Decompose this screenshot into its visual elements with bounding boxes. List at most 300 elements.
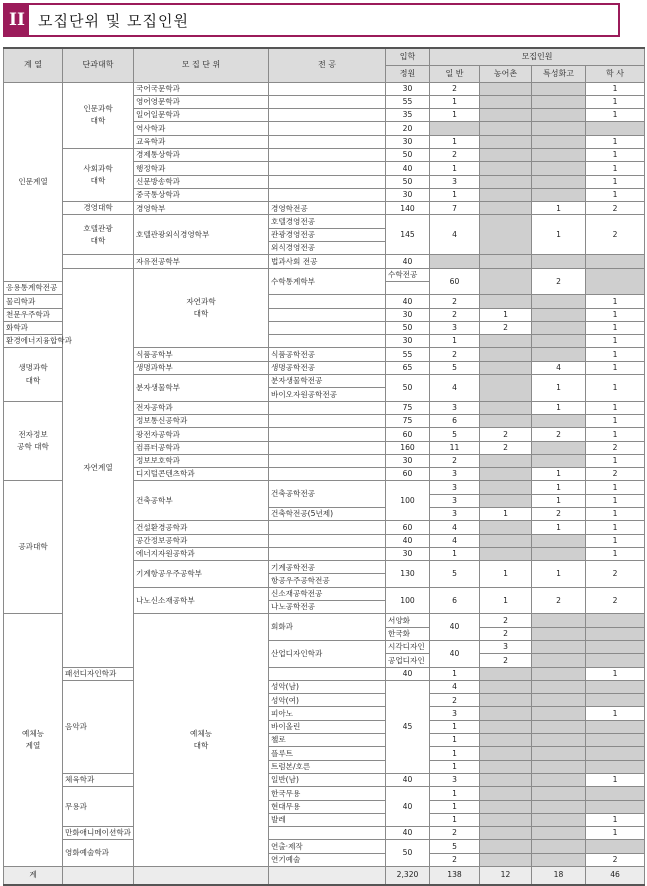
table-row — [4, 268, 645, 281]
special-cell: 1 — [532, 375, 586, 402]
major-cell — [269, 82, 386, 95]
quota-cell: 30 — [386, 188, 430, 201]
general-cell: 2 — [430, 308, 480, 321]
quota-cell: 60 — [386, 468, 430, 481]
college-cell: 전자정보 공학 대학 — [4, 401, 63, 481]
special-cell — [532, 840, 586, 853]
general-cell: 3 — [430, 468, 480, 481]
major-cell: 응용통계학전공 — [4, 281, 63, 294]
section-numeral: II — [5, 5, 29, 35]
special-cell — [532, 162, 586, 175]
rural-cell: 1 — [480, 508, 532, 521]
major-cell: 생명공학전공 — [269, 361, 386, 374]
header-group: 계 열 — [4, 48, 63, 82]
special-cell — [532, 853, 586, 866]
bachelor-cell: 2 — [586, 468, 645, 481]
quota-cell: 30 — [386, 135, 430, 148]
rural-cell — [480, 202, 532, 215]
rural-cell — [480, 122, 532, 135]
special-cell — [532, 175, 586, 188]
bachelor-cell — [586, 255, 645, 268]
rural-cell — [480, 747, 532, 760]
major-cell: 트럼본/호른 — [269, 760, 386, 773]
rural-cell — [480, 760, 532, 773]
bachelor-cell: 1 — [586, 454, 645, 467]
major-cell — [269, 521, 386, 534]
rural-cell — [480, 494, 532, 507]
total-general: 138 — [430, 867, 480, 885]
general-cell: 2 — [430, 295, 480, 308]
quota-cell: 40 — [386, 255, 430, 268]
unit-cell: 국어국문학과 — [134, 82, 269, 95]
rural-cell: 2 — [532, 268, 586, 295]
rural-cell — [480, 521, 532, 534]
quota-cell: 40 — [386, 827, 430, 840]
major-cell — [269, 188, 386, 201]
special-cell — [532, 441, 586, 454]
quota-cell: 50 — [386, 321, 430, 334]
unit-cell: 행정학과 — [134, 162, 269, 175]
table-body — [4, 82, 645, 867]
general-cell: 7 — [430, 202, 480, 215]
quota-cell: 100 — [386, 481, 430, 521]
major-cell — [269, 135, 386, 148]
unit-cell: 호텔관광외식경영학부 — [134, 215, 269, 255]
major-cell: 경영학전공 — [269, 202, 386, 215]
rural-cell — [480, 361, 532, 374]
bachelor-cell — [586, 680, 645, 693]
rural-cell — [480, 348, 532, 361]
quota-cell: 45 — [386, 680, 430, 773]
bachelor-cell: 1 — [586, 109, 645, 122]
special-cell — [532, 82, 586, 95]
section-header — [3, 3, 620, 37]
quota-cell: 100 — [386, 587, 430, 614]
quota-cell: 40 — [430, 640, 480, 667]
bachelor-cell: 2 — [586, 202, 645, 215]
special-cell — [532, 707, 586, 720]
special-cell — [532, 547, 586, 560]
major-cell: 식품공학전공 — [269, 348, 386, 361]
unit-cell: 식품공학부 — [134, 348, 269, 361]
major-cell: 한국화 — [386, 627, 430, 640]
major-cell — [269, 414, 386, 427]
general-cell: 4 — [430, 375, 480, 402]
bachelor-cell — [586, 720, 645, 733]
unit-cell: 컴퓨터공학과 — [134, 441, 269, 454]
bachelor-cell: 1 — [586, 508, 645, 521]
major-cell — [269, 428, 386, 441]
major-cell — [269, 667, 386, 680]
special-cell — [586, 654, 645, 667]
quota-cell: 30 — [386, 308, 430, 321]
bachelor-cell: 1 — [586, 375, 645, 402]
quota-cell: 145 — [386, 215, 430, 255]
bachelor-cell: 1 — [586, 188, 645, 201]
rural-cell — [532, 627, 586, 640]
general-cell: 4 — [430, 534, 480, 547]
general-cell: 3 — [430, 494, 480, 507]
quota-cell: 30 — [386, 82, 430, 95]
bachelor-cell — [586, 840, 645, 853]
total-row — [4, 867, 645, 885]
general-cell: 5 — [430, 840, 480, 853]
bachelor-cell — [586, 747, 645, 760]
general-cell: 6 — [430, 414, 480, 427]
general-cell: 11 — [430, 441, 480, 454]
unit-cell: 정보보호학과 — [134, 454, 269, 467]
header-major: 전 공 — [269, 48, 386, 82]
general-cell: 1 — [430, 135, 480, 148]
major-cell — [269, 468, 386, 481]
quota-cell: 40 — [430, 614, 480, 641]
bachelor-cell: 1 — [586, 773, 645, 786]
special-cell — [532, 122, 586, 135]
quota-cell: 75 — [386, 414, 430, 427]
major-cell: 한국무용 — [269, 787, 386, 800]
header-college: 단과대학 — [63, 48, 134, 82]
special-cell — [532, 109, 586, 122]
unit-cell: 건축공학부 — [134, 481, 269, 521]
general-cell: 4 — [430, 680, 480, 693]
rural-cell — [480, 853, 532, 866]
special-cell — [532, 747, 586, 760]
major-cell — [269, 162, 386, 175]
bachelor-cell: 1 — [586, 667, 645, 680]
rural-cell — [480, 840, 532, 853]
bachelor-cell — [586, 694, 645, 707]
unit-cell: 에너지자원공학과 — [134, 547, 269, 560]
header-special: 특성화고 — [532, 65, 586, 82]
rural-cell — [480, 773, 532, 786]
bachelor-cell: 1 — [586, 428, 645, 441]
rural-cell — [480, 667, 532, 680]
rural-cell: 1 — [480, 308, 532, 321]
table-row — [4, 787, 645, 800]
rural-cell: 2 — [480, 321, 532, 334]
special-cell: 2 — [532, 508, 586, 521]
quota-cell: 60 — [386, 428, 430, 441]
rural-cell — [480, 401, 532, 414]
bachelor-cell — [586, 734, 645, 747]
unit-cell: 역사학과 — [134, 122, 269, 135]
general-cell: 1 — [430, 667, 480, 680]
general-cell: 2 — [480, 614, 532, 627]
major-cell: 현대무용 — [269, 800, 386, 813]
major-cell — [269, 827, 386, 840]
major-cell — [269, 95, 386, 108]
recruitment-table — [3, 47, 645, 886]
table-row — [4, 667, 645, 680]
header-quota-bottom: 정원 — [386, 65, 430, 82]
major-cell — [269, 547, 386, 560]
special-cell — [532, 534, 586, 547]
general-cell: 3 — [480, 640, 532, 653]
rural-cell — [480, 454, 532, 467]
table-row — [4, 202, 645, 215]
bachelor-cell: 1 — [586, 295, 645, 308]
bachelor-cell: 1 — [586, 707, 645, 720]
rural-cell — [480, 547, 532, 560]
bachelor-cell: 1 — [586, 348, 645, 361]
quota-cell: 40 — [386, 162, 430, 175]
header-general: 일 반 — [430, 65, 480, 82]
total-empty — [63, 867, 134, 885]
special-cell — [532, 414, 586, 427]
unit-cell: 음악과 — [63, 680, 134, 773]
total-rural: 12 — [480, 867, 532, 885]
major-cell: 항공우주공학전공 — [269, 574, 386, 587]
unit-cell: 공간정보공학과 — [134, 534, 269, 547]
unit-cell: 회화과 — [269, 614, 386, 641]
special-cell — [532, 800, 586, 813]
general-cell: 1 — [430, 813, 480, 826]
quota-cell: 65 — [386, 361, 430, 374]
bachelor-cell — [586, 800, 645, 813]
major-cell: 시각디자인 — [386, 640, 430, 653]
major-cell: 외식경영전공 — [269, 242, 386, 255]
rural-cell — [480, 813, 532, 826]
unit-cell: 수학통계학부 — [269, 268, 386, 295]
rural-cell — [532, 640, 586, 653]
bachelor-cell: 1 — [586, 481, 645, 494]
rural-cell — [480, 215, 532, 255]
total-quota: 2,320 — [386, 867, 430, 885]
bachelor-cell — [586, 122, 645, 135]
special-cell: 2 — [532, 428, 586, 441]
quota-cell: 40 — [386, 787, 430, 827]
major-cell: 일반(남) — [269, 773, 386, 786]
bachelor-cell: 1 — [586, 827, 645, 840]
special-cell — [532, 760, 586, 773]
rural-cell: 2 — [480, 428, 532, 441]
general-cell — [480, 268, 532, 295]
unit-cell: 산업디자인학과 — [269, 640, 386, 667]
general-cell: 2 — [480, 627, 532, 640]
unit-cell: 패션디자인학과 — [63, 667, 134, 680]
rural-cell — [480, 827, 532, 840]
rural-cell — [480, 82, 532, 95]
general-cell: 3 — [430, 481, 480, 494]
special-cell — [532, 308, 586, 321]
bachelor-cell: 1 — [586, 308, 645, 321]
major-cell — [269, 175, 386, 188]
bachelor-cell: 1 — [586, 162, 645, 175]
general-cell: 2 — [430, 694, 480, 707]
group-cell: 예체능 계열 — [4, 614, 63, 867]
major-cell: 발레 — [269, 813, 386, 826]
unit-cell: 체육학과 — [63, 773, 134, 786]
general-cell: 2 — [430, 148, 480, 161]
rural-cell — [532, 654, 586, 667]
rural-cell — [480, 734, 532, 747]
unit-cell: 건설환경공학과 — [134, 521, 269, 534]
bachelor-cell: 2 — [586, 441, 645, 454]
bachelor-cell: 1 — [586, 414, 645, 427]
rural-cell — [480, 109, 532, 122]
major-cell — [269, 441, 386, 454]
total-label: 계 — [4, 867, 63, 885]
quota-cell: 55 — [386, 348, 430, 361]
table-row — [4, 680, 645, 693]
rural-cell: 1 — [480, 587, 532, 614]
bachelor-cell: 1 — [586, 521, 645, 534]
rural-cell — [480, 162, 532, 175]
rural-cell: 1 — [480, 561, 532, 588]
quota-cell: 30 — [386, 547, 430, 560]
general-cell: 3 — [430, 508, 480, 521]
major-cell: 플루트 — [269, 747, 386, 760]
general-cell: 5 — [430, 361, 480, 374]
rural-cell: 2 — [480, 441, 532, 454]
special-cell: 1 — [532, 401, 586, 414]
major-cell — [269, 534, 386, 547]
unit-cell: 나노신소재공학부 — [134, 587, 269, 614]
quota-cell: 40 — [386, 773, 430, 786]
unit-cell: 경제통상학과 — [134, 148, 269, 161]
general-cell: 4 — [430, 521, 480, 534]
unit-cell: 영어영문학과 — [134, 95, 269, 108]
table-row — [4, 827, 645, 840]
special-cell — [532, 321, 586, 334]
major-cell: 건축공학전공 — [269, 481, 386, 508]
major-cell: 호텔경영전공 — [269, 215, 386, 228]
rural-cell — [480, 414, 532, 427]
quota-cell: 50 — [386, 840, 430, 867]
major-cell: 기계공학전공 — [269, 561, 386, 574]
table-row — [4, 773, 645, 786]
special-cell — [586, 614, 645, 627]
unit-cell: 정보통신공학과 — [134, 414, 269, 427]
major-cell: 피아노 — [269, 707, 386, 720]
quota-cell: 20 — [386, 122, 430, 135]
table-row — [4, 840, 645, 853]
bachelor-cell: 2 — [586, 561, 645, 588]
general-cell: 1 — [430, 800, 480, 813]
general-cell: 1 — [430, 95, 480, 108]
rural-cell — [480, 335, 532, 348]
major-cell: 나노공학전공 — [269, 601, 386, 614]
general-cell: 5 — [430, 561, 480, 588]
major-cell — [269, 109, 386, 122]
unit-cell: 중국통상학과 — [134, 188, 269, 201]
general-cell: 1 — [430, 188, 480, 201]
college-cell: 사회과학 대학 — [63, 148, 134, 201]
special-cell: 2 — [532, 587, 586, 614]
quota-cell: 50 — [386, 175, 430, 188]
college-cell: 경영대학 — [63, 202, 134, 215]
general-cell: 2 — [430, 348, 480, 361]
general-cell: 4 — [430, 215, 480, 255]
college-cell — [63, 255, 134, 268]
bachelor-cell: 1 — [586, 361, 645, 374]
rural-cell — [480, 188, 532, 201]
college-cell: 인문과학 대학 — [63, 82, 134, 148]
unit-cell: 교육학과 — [134, 135, 269, 148]
bachelor-cell: 1 — [586, 335, 645, 348]
college-cell: 예체능 대학 — [134, 614, 269, 867]
general-cell: 2 — [480, 654, 532, 667]
table-row — [4, 82, 645, 95]
special-cell — [532, 148, 586, 161]
college-cell: 공과대학 — [4, 481, 63, 614]
unit-cell: 경영학부 — [134, 202, 269, 215]
bachelor-cell: 1 — [586, 401, 645, 414]
special-cell: 1 — [532, 494, 586, 507]
general-cell: 2 — [430, 454, 480, 467]
total-special: 18 — [532, 867, 586, 885]
major-cell — [269, 335, 386, 348]
bachelor-cell: 2 — [586, 853, 645, 866]
general-cell: 3 — [430, 773, 480, 786]
section-title: 모집단위 및 모집인원 — [38, 11, 189, 30]
header-row — [4, 48, 645, 65]
major-cell: 신소재공학전공 — [269, 587, 386, 600]
quota-cell: 160 — [386, 441, 430, 454]
table-row — [4, 148, 645, 161]
special-cell — [532, 787, 586, 800]
major-cell: 서양화 — [386, 614, 430, 627]
major-cell: 첼로 — [269, 734, 386, 747]
total-empty — [134, 867, 269, 885]
bachelor-cell: 2 — [586, 215, 645, 255]
group-cell: 인문계열 — [4, 82, 63, 281]
special-cell — [532, 667, 586, 680]
major-cell: 연기예술 — [269, 853, 386, 866]
rural-cell — [480, 148, 532, 161]
general-cell — [430, 255, 480, 268]
general-cell: 1 — [430, 547, 480, 560]
quota-cell: 140 — [386, 202, 430, 215]
special-cell: 1 — [532, 481, 586, 494]
unit-cell: 만화애니메이션학과 — [63, 827, 134, 840]
bachelor-cell: 1 — [586, 813, 645, 826]
quota-cell: 30 — [386, 454, 430, 467]
bachelor-cell: 1 — [586, 321, 645, 334]
quota-cell: 55 — [386, 95, 430, 108]
rural-cell — [480, 295, 532, 308]
unit-cell: 무용과 — [63, 787, 134, 827]
special-cell: 4 — [532, 361, 586, 374]
rural-cell — [480, 375, 532, 402]
special-cell — [532, 255, 586, 268]
general-cell: 2 — [430, 82, 480, 95]
general-cell: 3 — [430, 707, 480, 720]
general-cell: 3 — [430, 175, 480, 188]
rural-cell — [480, 175, 532, 188]
general-cell: 1 — [430, 109, 480, 122]
group-cell: 자연계열 — [63, 268, 134, 667]
bachelor-cell — [586, 760, 645, 773]
general-cell: 3 — [430, 401, 480, 414]
bachelor-cell: 1 — [586, 95, 645, 108]
unit-cell: 영화예술학과 — [63, 840, 134, 867]
major-cell: 수학전공 — [386, 268, 430, 281]
general-cell: 1 — [430, 747, 480, 760]
rural-cell — [480, 534, 532, 547]
bachelor-cell: 1 — [586, 547, 645, 560]
major-cell — [269, 401, 386, 414]
general-cell: 6 — [430, 587, 480, 614]
special-cell: 1 — [532, 561, 586, 588]
general-cell: 3 — [430, 321, 480, 334]
general-cell: 5 — [430, 428, 480, 441]
quota-cell: 30 — [386, 335, 430, 348]
general-cell: 2 — [430, 853, 480, 866]
quota-cell: 60 — [430, 268, 480, 295]
major-cell — [269, 295, 386, 308]
special-cell — [532, 773, 586, 786]
